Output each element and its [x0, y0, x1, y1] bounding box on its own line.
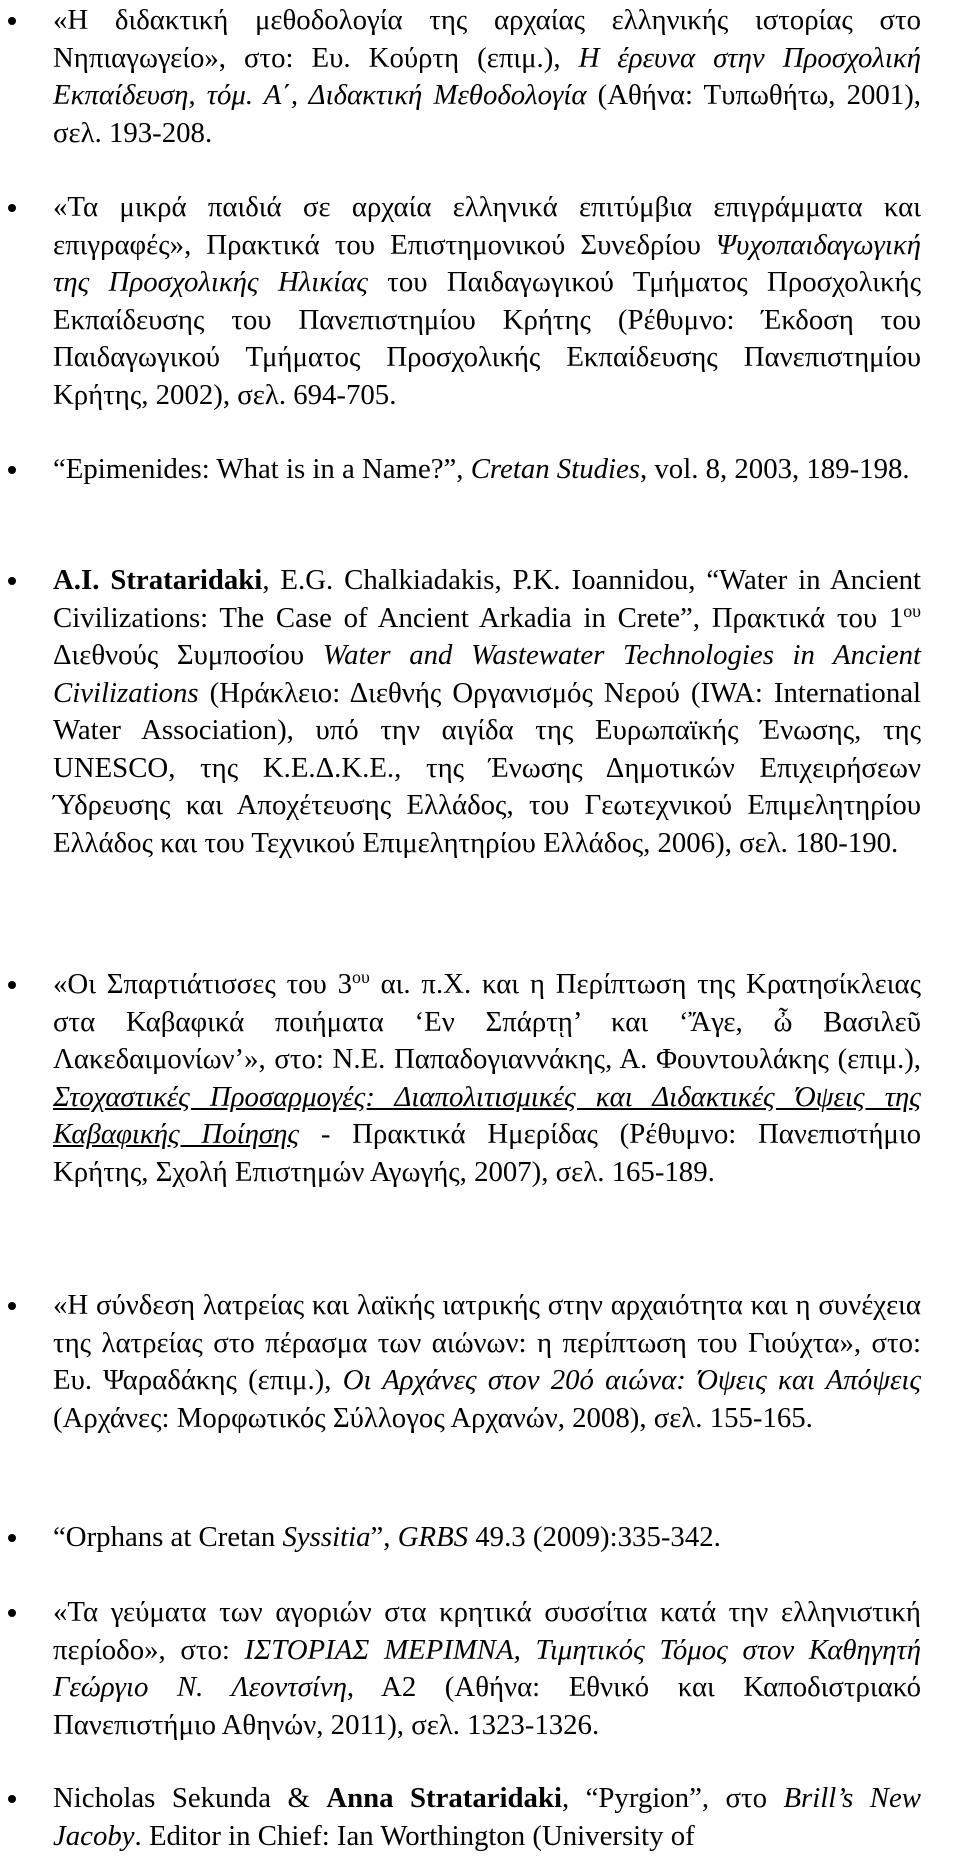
reference-text: - Πρακτικά Ημερίδας (Ρέθυμνο: Πανεπιστήμιο Κρήτης, Σχολή Επιστημών Αγωγής, 2007), σελ. 165-189. [53, 1118, 922, 1188]
reference-text: ”, [370, 1521, 398, 1553]
reference-text: , E.G. Chalkiadakis, P.K. Ioannidou, “Water in Ancient Civilizations: The Case of Ancient Arkadia in Crete”, Πρακτικά του 1 [53, 564, 922, 634]
reference-text: (Αρχάνες: Μορφωτικός Σύλλογος Αρχανών, 2008), σελ. 155-165. [53, 1401, 813, 1434]
journal-title: GRBS [397, 1521, 469, 1553]
reference-item [53, 1780, 921, 1855]
reference-text: Διεθνούς Συμποσίου [53, 639, 323, 671]
reference-text: «Η σύνδεση λατρείας και λαϊκής ιατρικής στην αρχαιότητα και η συνέχεια της λατρείας στο πέρασμα των αιώνων: η περίπτωση του Γιούχτα», στο: Ευ. Ψαραδάκης (επιμ.), [53, 1289, 921, 1396]
reference-item [53, 1594, 921, 1744]
reference-text: «Τα μικρά παιδιά σε αρχαία ελληνικά επιτύμβια επιγράμματα και επιγραφές», Πρακτικά του Επιστημονικού Συνεδρίου [53, 191, 921, 261]
reference-text: «Η διδακτική μεθοδολογία της αρχαίας ελληνικής ιστορίας στο Νηπιαγωγείο», στο: Ευ. Κούρτη (επιμ.), [53, 4, 921, 74]
reference-text: , vol. 8, 2003, 189-198. [640, 453, 910, 485]
journal-title: Cretan Studies [470, 453, 640, 485]
reference-text: . Editor in Chief: Ian Worthington (University of [134, 1819, 695, 1852]
author-name: A.I. Strataridaki [53, 564, 263, 596]
reference-item [53, 189, 921, 414]
reference-text: , Α2 (Αθήνα: Εθνικό και Καποδιστριακό Πανεπιστήμιο Αθηνών, 2011), σελ. 1323-1326. [53, 1671, 921, 1741]
proceedings-title: Στοχαστικές Προσαρμογές: Διαπολιτισμικές και Διδακτικές Όψεις της Καβαφικής Ποίησης [53, 1080, 921, 1150]
reference-item [53, 2, 921, 152]
bullet-icon [8, 1534, 16, 1542]
book-title: Η έρευνα στην Προσχολική Εκπαίδευση, τόμ. Α΄, Διδακτική Μεθοδολογία [53, 41, 921, 111]
bullet-icon [8, 577, 16, 585]
reference-text: «Οι Σπαρτιάτισσες του 3 [53, 968, 353, 1000]
bullet-icon [8, 981, 16, 989]
bullet-icon [8, 466, 16, 474]
ordinal-suffix: ου [352, 967, 370, 988]
reference-text: «Τα γεύματα των αγοριών στα κρητικά συσσίτια κατά την ελληνιστική περίοδο», στο: [53, 1596, 921, 1666]
ordinal-suffix: ου [903, 600, 921, 621]
reference-text: “Orphans at Cretan [53, 1521, 283, 1553]
term-italic: Syssitia [282, 1521, 371, 1553]
symposium-title: Water and Wastewater Technologies in Ancient Civilizations [53, 639, 921, 709]
bullet-icon [8, 1302, 16, 1310]
work-title: Brill’s New Jacoby [53, 1782, 921, 1852]
reference-text: Nicholas Sekunda & [53, 1782, 327, 1814]
reference-item [53, 562, 921, 862]
reference-item [53, 966, 921, 1191]
reference-text: αι. π.Χ. και η Περίπτωση της Κρατησίκλειας στα Καβαφικά ποιήματα ‘Εν Σπάρτῃ’ και ‘Ἄγε, ὦ Βασιλεῦ Λακεδαιμονίων’», στο: Ν.Ε. Παπαδογιαννάκης, Α. Φουντουλάκης (επιμ.), [53, 968, 921, 1075]
reference-item [53, 451, 921, 489]
reference-text: , “Pyrgion”, στο [561, 1782, 784, 1814]
bullet-icon [8, 1609, 16, 1617]
bullet-icon [8, 1795, 16, 1803]
bullet-icon [8, 204, 16, 212]
festschrift-title: ΙΣΤΟΡΙΑΣ ΜΕΡΙΜΝΑ, Τιμητικός Τόμος στον Καθηγητή Γεώργιο Ν. Λεοντσίνη [53, 1633, 921, 1703]
reference-text: “Epimenides: What is in a Name?”, [53, 453, 471, 485]
reference-text: (Αθήνα: Τυπωθήτω, 2001), σελ. 193-208. [53, 79, 921, 149]
conference-title: Ψυχοπαιδαγωγική της Προσχολικής Ηλικίας [53, 228, 921, 298]
bullet-icon [8, 17, 16, 25]
reference-text: 49.3 (2009):335-342. [468, 1521, 721, 1553]
reference-text: (Ηράκλειο: Διεθνής Οργανισμός Νερού (IWA: International Water Association), υπό την αιγίδα της Ευρωπαϊκής Ένωσης, της UNESCO, της Κ.Ε.Δ.Κ.Ε., της Ένωσης Δημοτικών Επιχειρήσεων Ύδρευσης και Αποχέτευσης Ελλάδος, του Γεωτεχνικού Επιμελητηρίου Ελλάδος και του Τεχνικού Επιμελητηρίου Ελλάδος, 2006), σελ. 180-190. [53, 676, 921, 859]
author-name: Anna Strataridaki [326, 1782, 562, 1814]
reference-item [53, 1519, 921, 1557]
book-title: Οι Αρχάνες στον 20ό αιώνα: Όψεις και Απόψεις [342, 1364, 921, 1396]
reference-item [53, 1287, 921, 1437]
reference-text: του Παιδαγωγικού Τμήματος Προσχολικής Εκπαίδευσης του Πανεπιστημίου Κρήτης (Ρέθυμνο: Έκδοση του Παιδαγωγικού Τμήματος Προσχολικής Εκπαίδευσης Πανεπιστημίου Κρήτης, 2002), σελ. 694-705. [53, 266, 921, 411]
